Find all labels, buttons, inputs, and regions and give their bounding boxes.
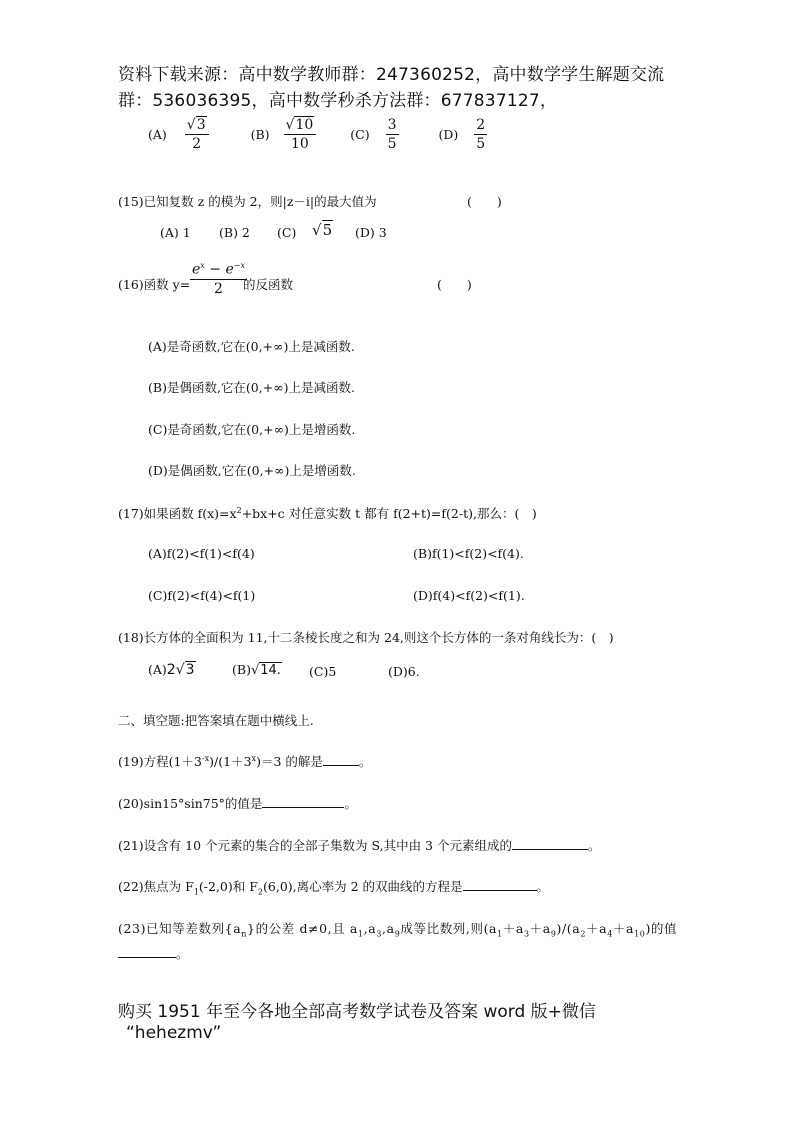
q14-c-numerator: 3 <box>386 117 399 135</box>
q22-a: (22)焦点为 F <box>118 879 194 894</box>
q18-option-b-radicand: 14. <box>260 663 281 678</box>
q14-d-denominator: 5 <box>476 136 486 153</box>
q14-a-denominator: 2 <box>192 136 202 153</box>
q14-a-label: (A) <box>148 127 167 143</box>
q17-stem-b: +bx+c 对任意实数 t 都有 f(2+t)=f(2-t),那么：( ) <box>241 506 537 521</box>
q23-sub-3: 3 <box>376 929 383 939</box>
q23-p10: ＋a <box>612 921 635 936</box>
q17-stem-a: (17)如果函数 f(x)=x <box>118 506 237 521</box>
q17-stem <box>118 504 537 522</box>
q22-answer-blank <box>463 878 537 891</box>
q18-option-a-coef: 2 <box>166 662 176 678</box>
q15-option-c-radicand: 5 <box>322 221 333 239</box>
q21-text: (21)设含有 10 个元素的集合的全部子集数为 S,其中由 3 个元素组成的 <box>118 838 512 853</box>
q23-p8: )/(a <box>556 921 581 936</box>
q16-option-a: (A)是奇函数,它在(0,+∞)上是减函数. <box>148 339 355 354</box>
q16-option-c: (C)是奇函数,它在(0,+∞)上是增函数. <box>148 422 356 437</box>
q16-option-d: (D)是偶函数,它在(0,+∞)上是增函数. <box>148 463 356 478</box>
q23-stem <box>118 919 677 939</box>
q23-p7: ＋a <box>529 921 551 936</box>
q23-end: 。 <box>176 946 189 961</box>
q23-p4: ,a <box>382 921 395 936</box>
q18-option-a-label: (A) <box>148 662 167 677</box>
q18-option-b-label: (B) <box>232 662 251 677</box>
q16-stem-prefix: (16)函数 y= <box>118 277 191 292</box>
q19-sup2: x <box>251 753 257 763</box>
q21-end: 。 <box>587 838 601 853</box>
q16-stem-suffix: 的反函数 <box>243 277 294 292</box>
q15-option-d: (D) 3 <box>355 225 387 240</box>
q19-sup1: -x <box>201 753 210 763</box>
q16-e2-exponent: −x <box>233 261 245 270</box>
header-line-2: 群：536036395，高中数学秒杀方法群：677837127， <box>118 91 558 111</box>
q23-sub-t9: 9 <box>550 929 557 939</box>
q22-stem <box>118 877 549 897</box>
q14-options <box>148 117 487 152</box>
q16-answer-paren: ( ) <box>437 277 472 292</box>
q23-p11: )的值 <box>645 921 678 936</box>
q22-sub2: 2 <box>257 887 264 897</box>
q15-stem: (15)已知复数 z 的模为 2，则|z－i|的最大值为 <box>118 194 377 209</box>
q14-b-label: (B) <box>250 127 270 143</box>
q15-option-a: (A) 1 <box>160 225 191 240</box>
q16-e2: − e <box>204 261 234 278</box>
q17-option-c: (C)f(2)<f(4)<f(1) <box>148 588 256 603</box>
q23-answer-blank <box>118 945 176 958</box>
section-2-heading: 二、填空题:把答案填在题中横线上. <box>118 713 314 728</box>
q14-b-numerator: 10 <box>295 117 314 133</box>
q22-end: 。 <box>536 879 550 894</box>
q22-b: (-2,0)和 F <box>198 879 258 894</box>
q18-option-a-radicand: 3 <box>185 662 195 678</box>
q18-option-c: (C)5 <box>309 664 337 679</box>
q22-sub1: 1 <box>193 887 199 897</box>
q15-option-c-label: (C) <box>277 225 297 240</box>
q17-option-b: (B)f(1)<f(2)<f(4). <box>413 546 524 561</box>
q23-sub-t1: 1 <box>497 929 503 939</box>
q20-end: 。 <box>344 796 357 811</box>
footer-line-1: 购买 1951 年至今各地全部高考数学试卷及答案 word 版+微信 <box>118 1002 596 1022</box>
q19-answer-blank <box>323 753 359 766</box>
q23-sub-9: 9 <box>394 929 401 939</box>
q23-sub-u4: 4 <box>607 929 613 939</box>
q23-p5: 成等比数列,则(a <box>400 921 498 936</box>
q19-a: (19)方程(1＋3 <box>118 754 202 769</box>
q16-e1-exponent: x <box>200 261 205 270</box>
q21-stem <box>118 836 601 854</box>
q20-answer-blank <box>262 795 344 808</box>
q23-p1: (23)已知等差数列{a <box>118 921 242 936</box>
q18-stem: (18)长方体的全面积为 11,十二条棱长度之和为 24,则这个长方体的一条对角线长为：( ) <box>118 630 614 645</box>
q23-sub-u10: 10 <box>634 929 646 939</box>
header-line-1: 资料下载来源：高中数学教师群：247360252，高中数学学生解题交流 <box>118 65 665 85</box>
q23-p6: ＋a <box>502 921 524 936</box>
footer-line-2: “hehezmv” <box>126 1023 222 1043</box>
q22-c: (6,0),离心率为 2 的双曲线的方程是 <box>263 879 463 894</box>
q17-option-a: (A)f(2)<f(1)<f(4) <box>148 546 255 561</box>
q14-a-fraction: $\frac{√3}{2}$ <box>185 117 209 152</box>
q18-option-b: (B)√14. <box>232 662 281 678</box>
q18-option-d: (D)6. <box>388 664 420 679</box>
q15-option-b: (B) 2 <box>219 225 250 240</box>
q23-sub-1: 1 <box>358 929 364 939</box>
q19-end: 。 <box>358 754 372 769</box>
q19-c: )＝3 的解是 <box>256 754 323 769</box>
q16-denominator: 2 <box>214 280 223 297</box>
q16-e1: e <box>192 261 201 278</box>
q14-d-fraction <box>474 117 487 152</box>
q14-a-numerator: 3 <box>196 117 206 133</box>
q18-option-a: (A)2√3 <box>148 662 195 678</box>
q17-option-d: (D)f(4)<f(2)<f(1). <box>413 588 525 603</box>
q23-sub-u2: 2 <box>580 929 587 939</box>
q15-option-c-value: √5 <box>312 221 333 239</box>
q20-text: (20)sin15°sin75°的值是 <box>118 796 263 811</box>
q21-answer-blank <box>512 837 588 850</box>
q16-fraction <box>190 261 247 297</box>
q23-p2: }的公差 d≠0,且 a <box>247 921 358 936</box>
q14-b-fraction: $\frac{√10}{10}$ <box>284 117 317 152</box>
q16-option-b: (B)是偶函数,它在(0,+∞)上是减函数. <box>148 380 355 395</box>
q14-b-denominator: 10 <box>290 136 309 153</box>
q23-p3: ,a <box>363 921 377 936</box>
q23-p9: ＋a <box>586 921 608 936</box>
q23-sub-t3: 3 <box>523 929 530 939</box>
q14-d-numerator: 2 <box>474 117 487 135</box>
q20-stem <box>118 794 357 812</box>
q19-stem <box>118 752 371 770</box>
q14-c-label: (C) <box>350 127 370 143</box>
q19-b: )/(1＋3 <box>209 754 252 769</box>
q17-stem-exponent: 2 <box>236 505 242 515</box>
q23-sub-n: n <box>241 929 248 939</box>
q23-answer-line <box>118 944 189 962</box>
q14-c-fraction <box>386 117 399 152</box>
q14-d-label: (D) <box>438 127 459 143</box>
q15-answer-paren: ( ) <box>467 194 502 209</box>
q14-c-denominator: 5 <box>387 136 397 153</box>
